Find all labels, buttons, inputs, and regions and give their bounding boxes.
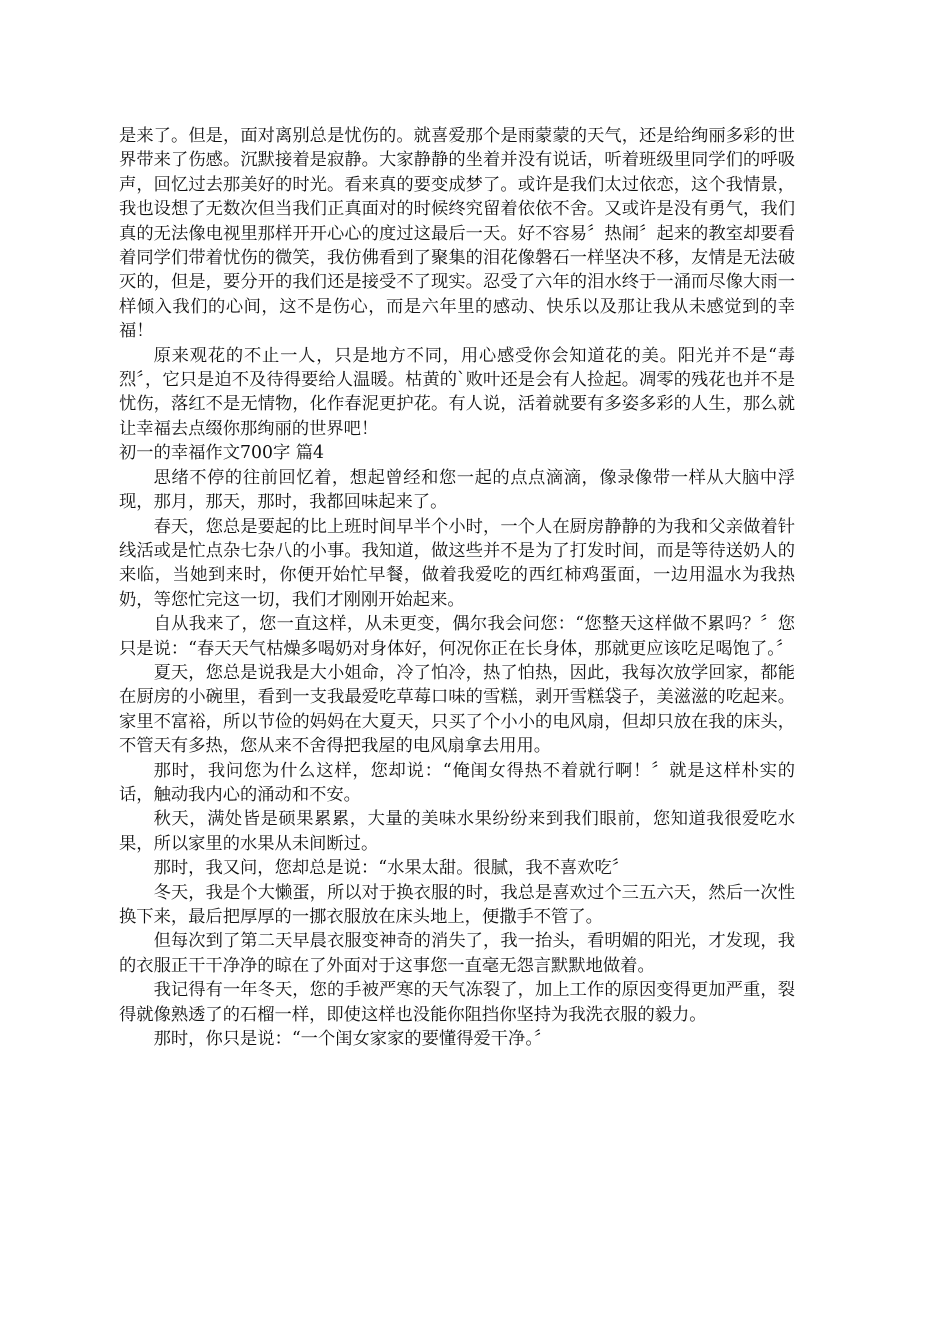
paragraph: 那时，我又问，您却总是说：“水果太甜。很腻，我不喜欢吃〞 xyxy=(153,858,630,879)
paragraph: 那时，你只是说：“一个闺女家家的要懂得爱干净。〞 xyxy=(153,1029,552,1050)
paragraph: 思绪不停的往前回忆着，想起曾经和您一起的点点滴滴，像录像带一样从大脑中浮现，那月，那天，那时，我都回味起来了。 xyxy=(119,467,795,513)
paragraph: 夏天，您总是说我是大小姐命，冷了怕冷，热了怕热，因此，我每次放学回家，都能在厨房的小碗里，看到一支我最爱吃草莓口味的雪糕，剥开雪糕袋子，美滋滋的吃起来。家里不富裕，所以节俭的妈妈在大夏天，只买了个小小的电风扇，但却只放在我的床头，不管天有多热，您从来不舍得把我屋的电风扇拿去用用。 xyxy=(119,662,795,757)
paragraph: 原来观花的不止一人，只是地方不同，用心感受你会知道花的美。阳光并不是“毒烈〞，它只是迫不及待得要给人温暖。枯黄的`败叶还是会有人捡起。凋零的残花也并不是忧伤，落红不是无情物，化作春泥更护花。有人说，活着就要有多姿多彩的人生，那么就让幸福去点缀你那绚丽的世界吧！ xyxy=(119,345,795,439)
paragraph: 但每次到了第二天早晨衣服变神奇的消失了，我一抬头，看明媚的阳光，才发现，我的衣服正干干净净的晾在了外面对于这事您一直毫无怨言默默地做着。 xyxy=(119,931,795,976)
essay-heading: 初一的幸福作文700字 篇4 xyxy=(119,443,325,464)
paragraph: 那时，我问您为什么这样，您却说：“俺闺女得热不着就行啊！〞就是这样朴实的话，触动我内心的涌动和不安。 xyxy=(119,760,795,805)
paragraph: 是来了。但是，面对离别总是忧伤的。就喜爱那个是雨蒙蒙的天气，还是给绚丽多彩的世界带来了伤感。沉默接着是寂静。大家静静的坐着并没有说话，听着班级里同学们的呼吸声，回忆过去那美好的时光。看来真的要变成梦了。或许是我们太过依恋，这个我情景，我也设想了无数次但当我们正真面对的时候终究留着依依不舍。又或许是没有勇气，我们真的无法像电视里那样开开心心的度过这最后一天。好不容易〞热闹〞起来的教室却要看着同学们带着忧伤的微笑，我仿佛看到了聚集的泪花像磐石一样坚决不移，友情是无法破灭的，但是，要分开的我们还是接受不了现实。忍受了六年的泪水终于一涌而尽像大雨一样倾入我们的心间，这不是伤心，而是六年里的感动、快乐以及那让我从未感觉到的幸福！ xyxy=(119,126,795,342)
paragraph: 我记得有一年冬天，您的手被严寒的天气冻裂了，加上工作的原因变得更加严重，裂得就像熟透了的石榴一样，即使这样也没能你阻挡你坚持为我洗衣服的毅力。 xyxy=(119,980,795,1025)
document-body xyxy=(119,124,795,1051)
paragraph: 自从我来了，您一直这样，从未更变，偶尔我会问您：“您整天这样做不累吗？〞您只是说：“春天天气枯燥多喝奶对身体好，何况你正在长身体，那就更应该吃足喝饱了。〞 xyxy=(119,614,795,659)
paragraph: 秋天，满处皆是硕果累累，大量的美味水果纷纷来到我们眼前，您知道我很爱吃水果，所以家里的水果从未间断过。 xyxy=(119,809,795,854)
paragraph: 冬天，我是个大懒蛋，所以对于换衣服的时，我总是喜欢过个三五六天，然后一次性换下来，最后把厚厚的一挪衣服放在床头地上，便撒手不管了。 xyxy=(119,882,795,927)
paragraph: 春天，您总是要起的比上班时间早半个小时，一个人在厨房静静的为我和父亲做着针线活或是忙点杂七杂八的小事。我知道，做这些并不是为了打发时间，而是等待送奶人的来临，当她到来时，你便开始忙早餐，做着我爱吃的西红柿鸡蛋面，一边用温水为我热奶，等您忙完这一切，我们才刚刚开始起来。 xyxy=(119,516,795,610)
